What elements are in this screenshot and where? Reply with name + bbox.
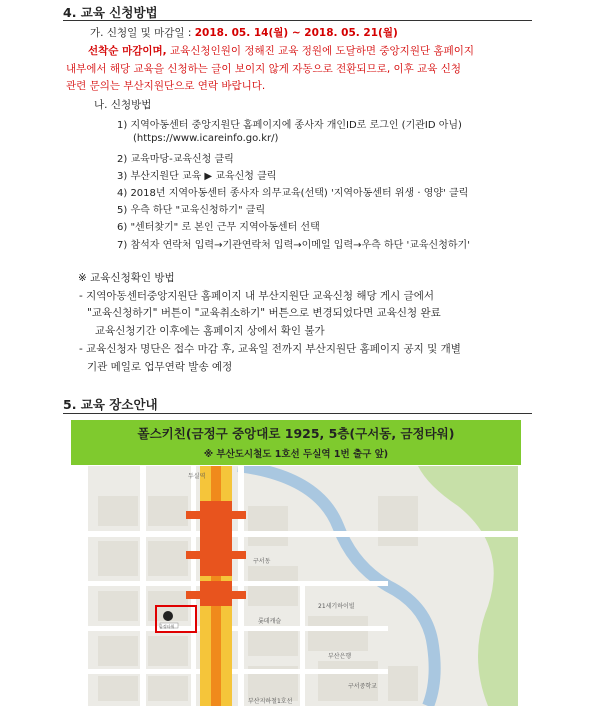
location-map[interactable] (88, 466, 518, 706)
confirm-line-3: 교육신청기간 이후에는 홈페이지 상에서 확인 불가 (95, 325, 325, 337)
section-5-divider (63, 413, 532, 414)
notice-line-1 (88, 43, 474, 58)
section-5-title: 5. 교육 장소안내 (63, 397, 158, 412)
map-label-school: 구서중학교 (348, 683, 377, 690)
map-label-highville: 21세기하이빌 (318, 603, 355, 610)
banner-subway-note: ※ 부산도시철도 1호선 두실역 1번 출구 앞) (203, 449, 389, 460)
step-4: 4) 2018년 지역아동센터 종사자 의무교육(선택) '지역아동센터 위생 · 영양' 클릭 (117, 188, 469, 199)
map-label-apt: 롯데캐슬 (258, 618, 282, 625)
step-3: 3) 부산지원단 교육 ▶ 교육신청 클릭 (117, 171, 277, 182)
step-1-url[interactable]: (https://www.icareinfo.go.kr/) (133, 133, 279, 144)
location-pin-icon (163, 611, 173, 621)
notice-bold: 선착순 마감이며, (88, 45, 167, 57)
section-4-divider (63, 20, 532, 21)
banner-address: 폴스키친(금정구 중앙대로 1925, 5층(구서동, 금정타워) (137, 426, 455, 441)
confirm-line-1: - 지역아동센터중앙지원단 홈페이지 내 부산지원단 교육신청 해당 게시 글에서 (79, 290, 435, 302)
map-graphic (88, 466, 518, 706)
notice-line-2: 내부에서 해당 교육을 신청하는 글이 보이지 않게 자동으로 전환되므로, 이후 교육 신청 (66, 63, 462, 75)
confirm-line-5: 기관 메일로 업무연락 발송 예정 (87, 361, 233, 373)
step-1: 1) 지역아동센터 중앙지원단 홈페이지에 종사자 개인ID로 로그인 (기관ID 아님) (117, 120, 462, 131)
period-dates: 2018. 05. 14(월) ~ 2018. 05. 21(월) (194, 27, 398, 39)
step-7: 7) 참석자 연락처 입력→기관연락처 입력→이메일 입력→우측 하단 '교육신청하기' (117, 240, 470, 251)
period-label: 가. 신청일 및 마감일 : (90, 27, 195, 39)
map-label-bank: 부산은행 (328, 653, 352, 660)
location-banner (71, 420, 521, 465)
notice-rest: 교육신청인원이 정해진 교육 정원에 도달하면 중앙지원단 홈페이지 (166, 45, 475, 57)
map-label-building: 금정타워 (159, 624, 175, 629)
notice-line-3: 관련 문의는 부산지원단으로 연락 바랍니다. (66, 80, 266, 92)
map-label-district: 구서동 (253, 558, 271, 565)
confirm-line-2: "교육신청하기" 버튼이 "교육취소하기" 버튼으로 변경되었다면 교육신청 완료 (87, 307, 441, 319)
map-label-station: 두실역 (188, 473, 206, 480)
step-5: 5) 우측 하단 "교육신청하기" 클릭 (117, 205, 266, 216)
confirm-title: ※ 교육신청확인 방법 (78, 272, 175, 284)
confirm-line-4: - 교육신청자 명단은 접수 마감 후, 교육일 전까지 부산지원단 홈페이지 공지 및 개별 (79, 343, 461, 355)
application-period (90, 25, 398, 40)
step-2: 2) 교육마당-교육신청 클릭 (117, 154, 234, 165)
map-label-line: 부산지하철1호선 (248, 698, 293, 705)
method-label: 나. 신청방법 (94, 99, 152, 111)
section-4-title: 4. 교육 신청방법 (63, 5, 158, 20)
step-6: 6) "센터찾기" 로 본인 근무 지역아동센터 선택 (117, 222, 320, 233)
